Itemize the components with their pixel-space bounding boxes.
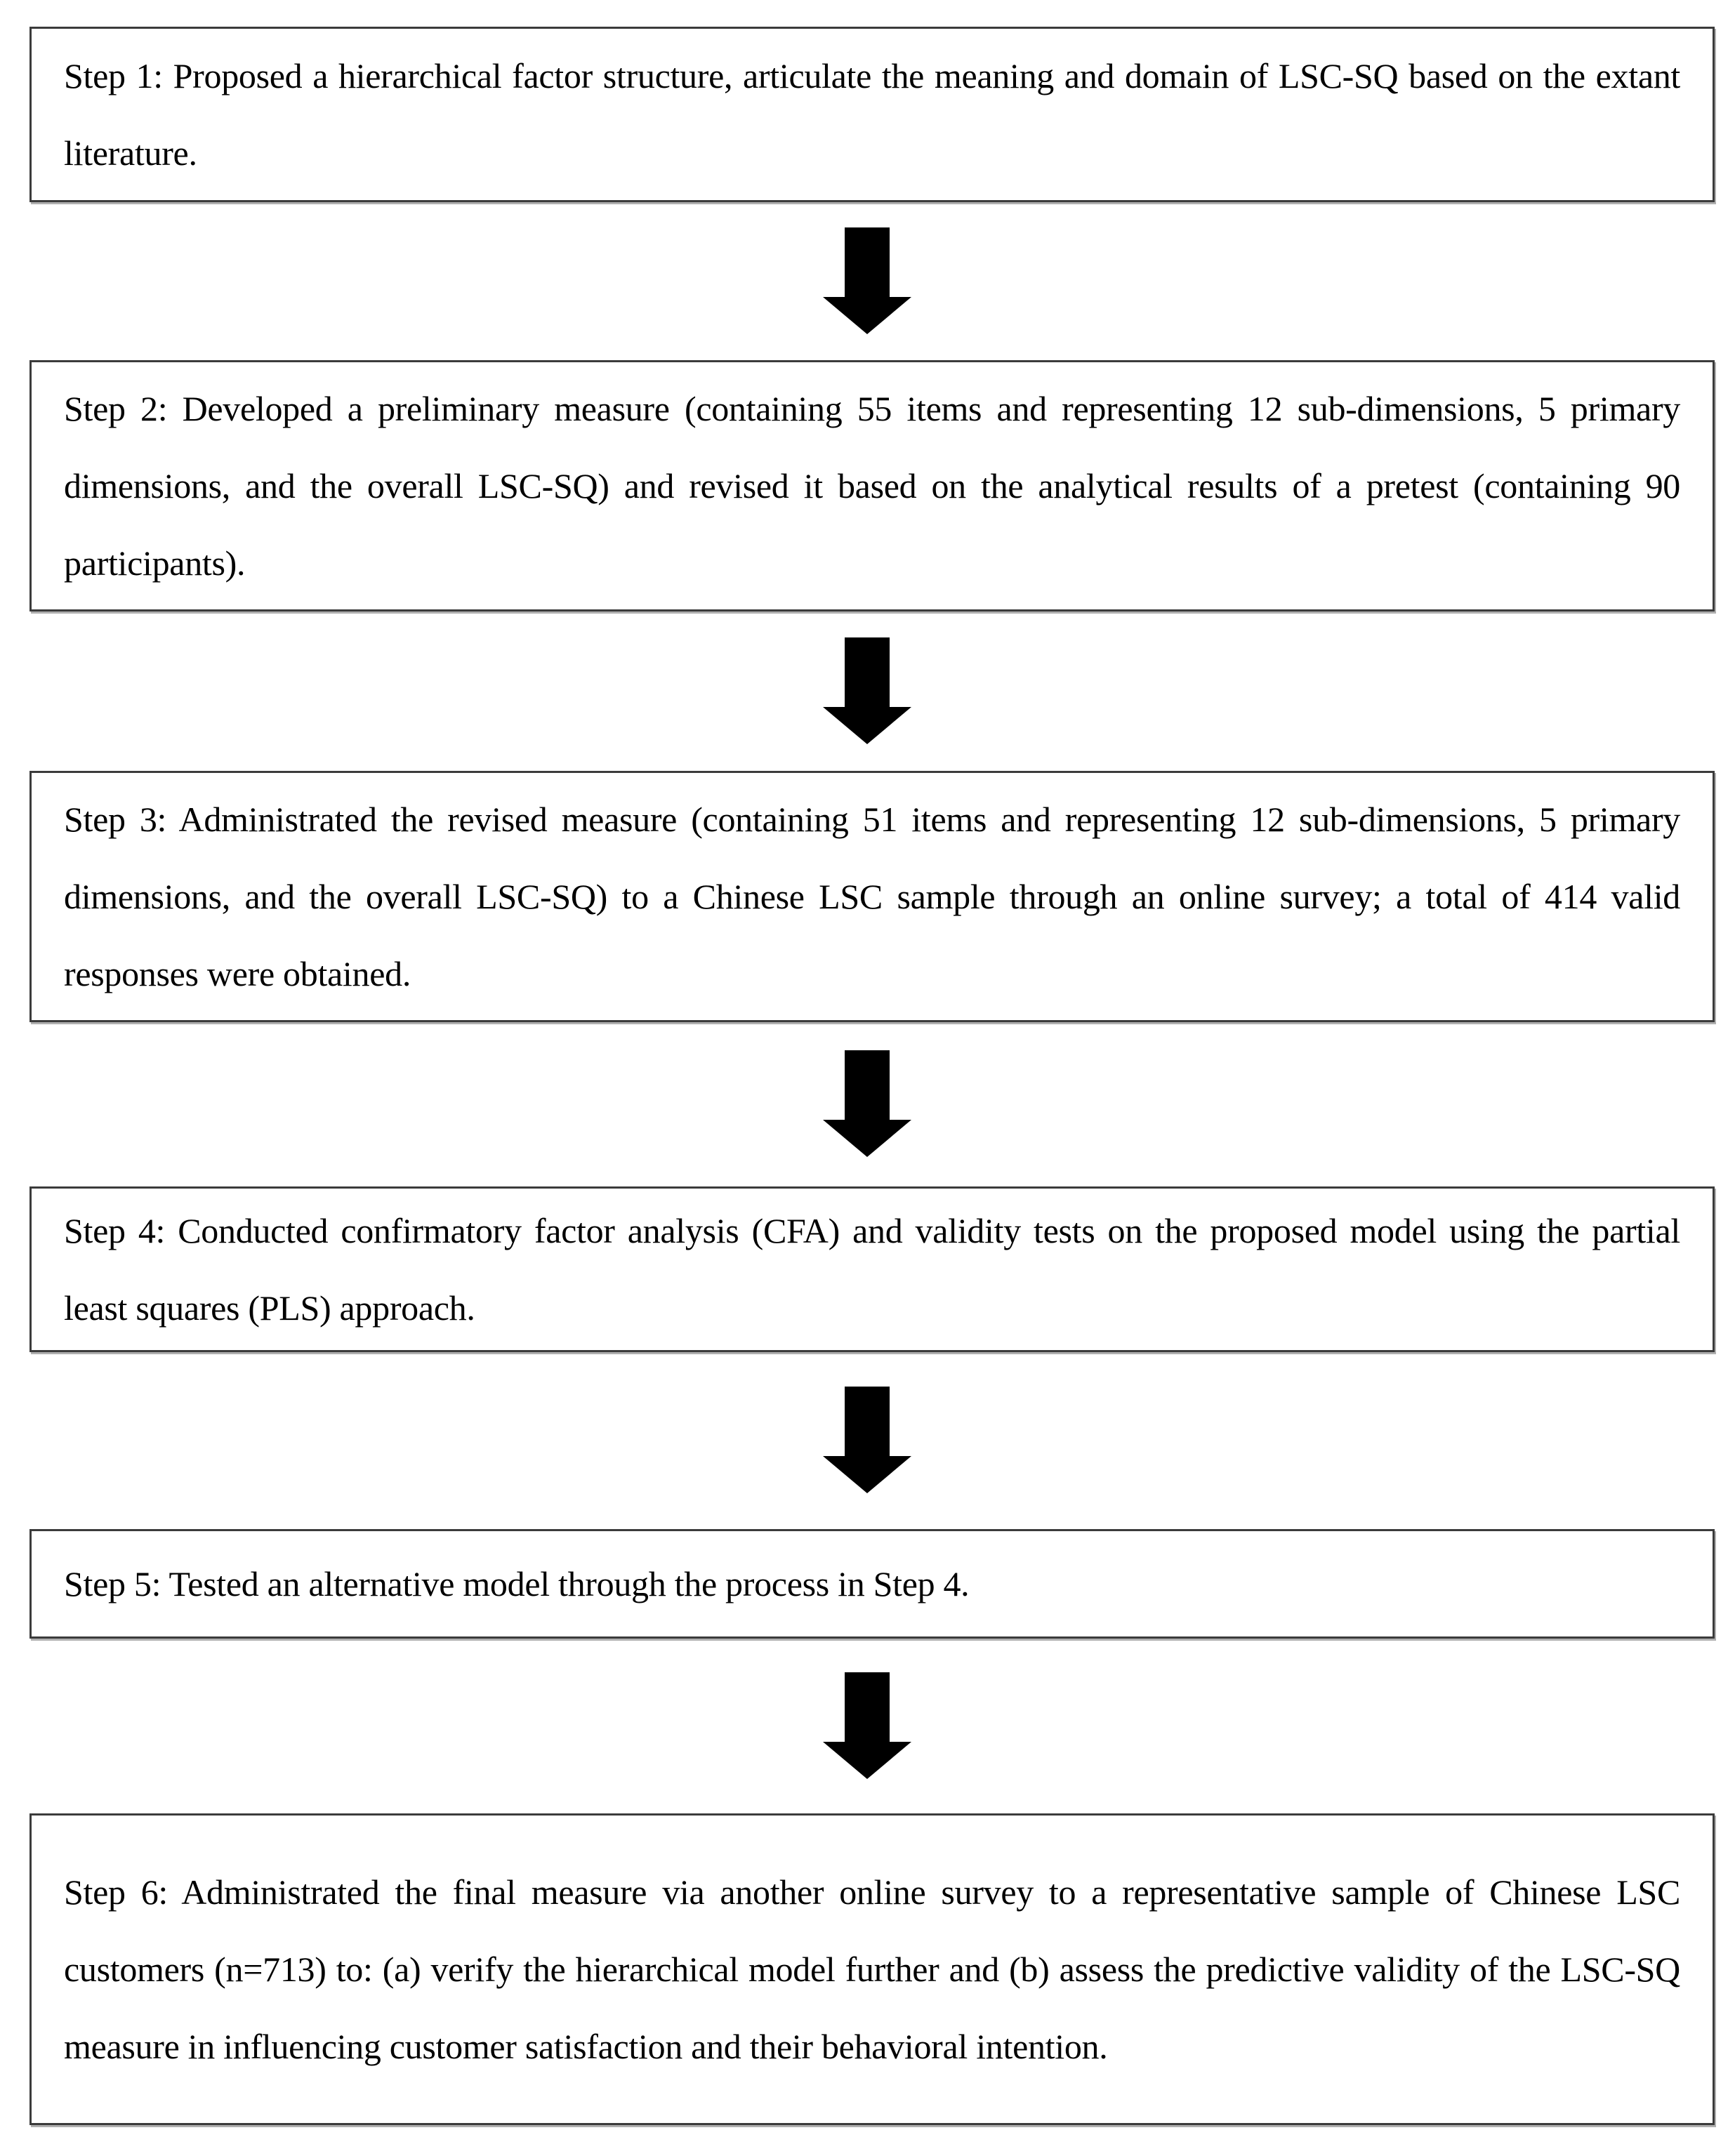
down-arrow-shaft [845,1672,890,1742]
down-arrow-icon [823,637,911,744]
down-arrow-shaft [845,637,890,707]
down-arrow-icon [823,1050,911,1157]
step-5-text: Step 5: Tested an alternative model through the process in Step 4. [64,1564,970,1603]
down-arrow-head [823,297,911,334]
step-6-text: Step 6: Administrated the final measure via another online survey to a representative sample of Chinese LSC customers (n=713) to: (a) verify the hierarchical model further and (b) assess the predictive validity of the LSC-SQ measure in influencing customer satisfaction and their behavioral intention. [64,1872,1680,2066]
down-arrow-head [823,1742,911,1779]
down-arrow-icon [823,1672,911,1779]
step-2-text: Step 2: Developed a preliminary measure (containing 55 items and representing 12 sub-dimensions, 5 primary dimensions, and the overall LSC-SQ) and revised it based on the analytical results of a pretest (containing 90 participants). [64,389,1680,583]
down-arrow-icon [823,227,911,334]
down-arrow-head [823,707,911,744]
step-1-box [29,27,1715,202]
step-3-text: Step 3: Administrated the revised measure (containing 51 items and representing 12 sub-dimensions, 5 primary dimensions, and the overall LSC-SQ) to a Chinese LSC sample through an online survey; a total of 414 valid responses were obtained. [64,800,1680,993]
down-arrow-shaft [845,227,890,297]
down-arrow-shaft [845,1050,890,1120]
step-4-text: Step 4: Conducted confirmatory factor analysis (CFA) and validity tests on the proposed model using the partial least squares (PLS) approach. [64,1211,1680,1328]
down-arrow-shaft [845,1387,890,1456]
step-4-box [29,1186,1715,1352]
down-arrow-icon [823,1387,911,1493]
step-6-box [29,1813,1715,2125]
step-1-text: Step 1: Proposed a hierarchical factor structure, articulate the meaning and domain of LSC-SQ based on the extant literature. [64,56,1680,173]
down-arrow-head [823,1456,911,1493]
down-arrow-head [823,1120,911,1157]
step-3-box [29,771,1715,1022]
step-2-box [29,360,1715,611]
step-5-box [29,1529,1715,1639]
